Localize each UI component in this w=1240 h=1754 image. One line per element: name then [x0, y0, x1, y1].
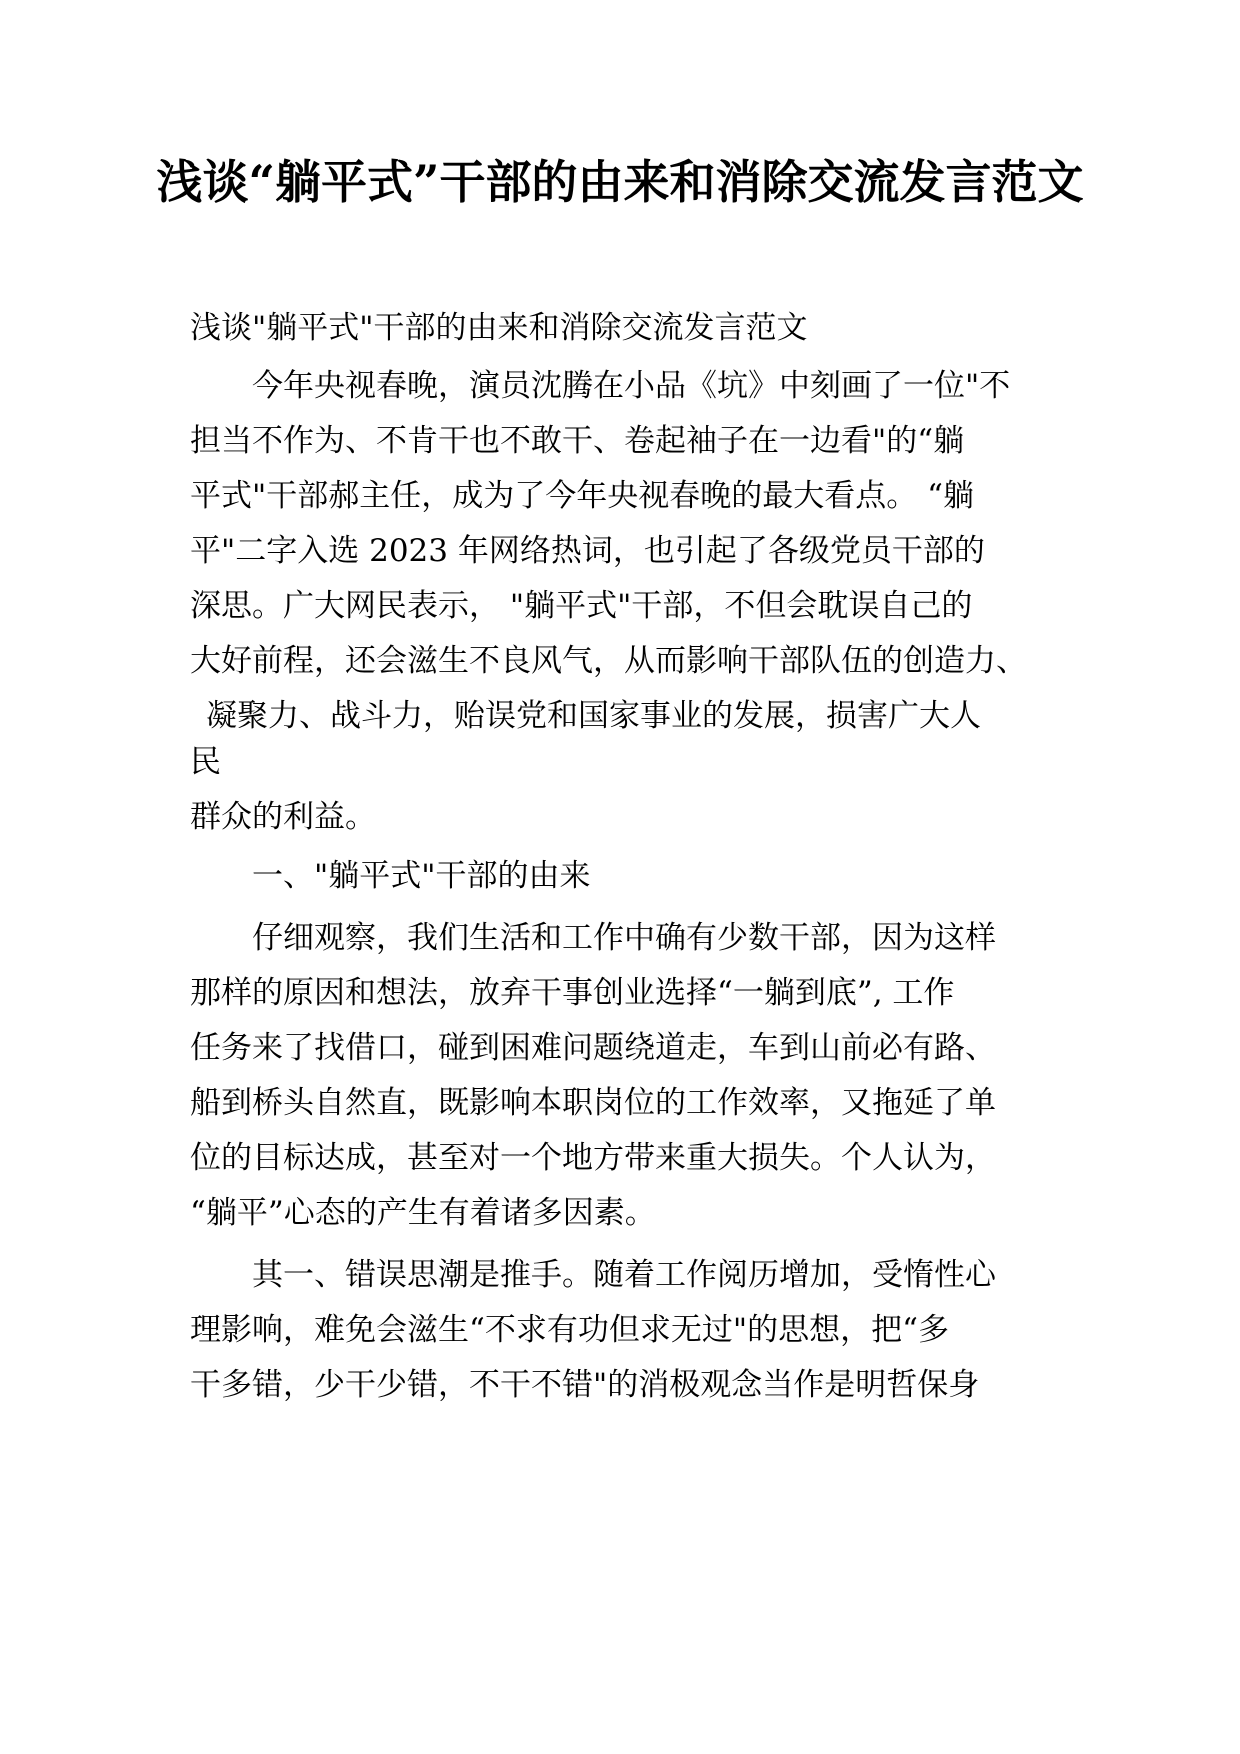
body-line: 仔细观察，我们生活和工作中确有少数干部，因为这样 — [252, 920, 996, 956]
body-line: 群众的利益。 — [190, 799, 376, 835]
body-line: 平式"干部郝主任，成为了今年央视春晚的最大看点。 “躺 — [190, 478, 974, 514]
body-line: 民 — [190, 744, 221, 780]
body-line: 任务来了找借口，碰到困难问题绕道走，车到山前必有路、 — [190, 1030, 996, 1066]
body-line: 深思。广大网民表示， "躺平式"干部，不但会耽误自己的 — [190, 588, 973, 624]
body-line: 其一、错误思潮是推手。随着工作阅历增加，受惰性心 — [252, 1257, 996, 1293]
body-line: 那样的原因和想法，放弃干事创业选择“一躺到底”, 工作 — [190, 975, 955, 1011]
document-title: 浅谈“躺平式”干部的由来和消除交流发言范文 — [156, 155, 1084, 209]
body-line-subtitle: 浅谈"躺平式"干部的由来和消除交流发言范文 — [190, 310, 808, 346]
body-line: 船到桥头自然直，既影响本职岗位的工作效率，又拖延了单 — [190, 1085, 996, 1121]
body-line: “躺平”心态的产生有着诸多因素。 — [190, 1195, 656, 1231]
body-line: 凝聚力、战斗力，贻误党和国家事业的发展，损害广大人 — [206, 698, 981, 734]
body-line: 平"二字入选 2023 年网络热词，也引起了各级党员干部的 — [190, 533, 985, 569]
body-line: 理影响，难免会滋生“不求有功但求无过"的思想，把“多 — [190, 1312, 949, 1348]
body-line: 位的目标达成，甚至对一个地方带来重大损失。个人认为， — [190, 1140, 996, 1176]
section-heading: 一、"躺平式"干部的由来 — [252, 858, 591, 894]
body-line: 担当不作为、不肯干也不敢干、卷起袖子在一边看"的“躺 — [190, 423, 965, 459]
body-line: 今年央视春晚，演员沈腾在小品《坑》中刻画了一位"不 — [252, 368, 1011, 404]
body-line: 大好前程，还会滋生不良风气，从而影响干部队伍的创造力、 — [190, 643, 1027, 679]
body-line: 干多错，少干少错，不干不错"的消极观念当作是明哲保身 — [190, 1367, 980, 1403]
